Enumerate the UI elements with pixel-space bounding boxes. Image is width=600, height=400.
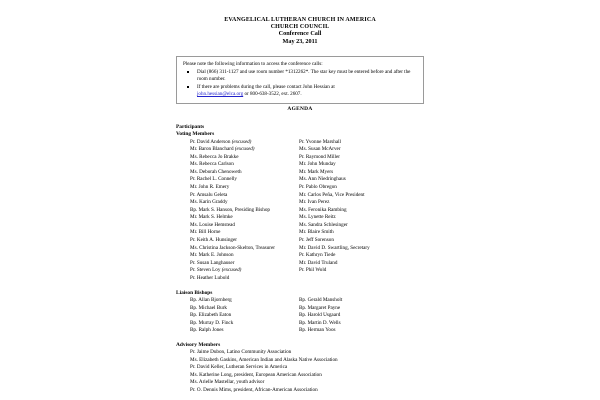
voting-members-columns	[176, 139, 506, 283]
advisory-member-name: Pr. Jaime Dubon, Latino Community Association	[190, 349, 292, 356]
document-body	[176, 124, 506, 395]
participant-name: Pr. Yvonne Marshall	[299, 138, 341, 145]
participant-name: Pr. Amsalu Geleta	[190, 191, 228, 198]
bishop-name: Bp. Herman Yoos	[299, 327, 336, 334]
notice-intro: Please note the following information to access the conference calls:	[183, 61, 323, 67]
bishop-name: Bp. Michael Burk	[190, 304, 227, 311]
square-bullet-icon	[187, 71, 189, 73]
participant-name: Pr. Pablo Obregon	[299, 184, 337, 190]
excused-marker: (excused)	[234, 146, 255, 153]
participant-name: Ms. Feronika Rambing	[299, 206, 347, 213]
participant-name: Mr. Mark S. Helmke	[190, 214, 233, 221]
participant-name: Ms. Susan McArver	[299, 146, 341, 153]
participant-name: Pr. Keith A. Hunsinger	[190, 237, 237, 244]
participant-name-text: Pr. David Anderson	[190, 138, 232, 145]
bishop-name: Bp. Margaret Payne	[299, 304, 341, 311]
participant-name: Pr. Raymond Miller	[299, 153, 340, 160]
notice-item-dial-text: Dial (866) 311-1127 and use room number *1312262*. The star key must be entered before and after the room number.	[197, 68, 411, 83]
participant-name: Pr. Kathryn Tiede	[299, 252, 336, 259]
participant-name: Mr. Mark Myers	[299, 168, 334, 175]
participant-name-text: Mr. Baron Blanchard	[190, 146, 235, 153]
participant-name: Pr. Phil Wold	[299, 267, 327, 274]
voting-members-heading: Voting Members	[176, 131, 215, 138]
participant-name: Ms. Rebecca Carlson	[190, 161, 234, 168]
advisory-member-name: Ms. Elizabeth Gaskins, American Indian and Alaska Native Association	[190, 356, 338, 363]
participant-name: Mr. Ivan Perez	[299, 199, 330, 206]
organization-name: EVANGELICAL LUTHERAN CHURCH IN AMERICA	[224, 17, 376, 23]
advisory-member-name: Ms. Katherine Long, president, European American Association	[190, 371, 322, 378]
participant-name: Ms. Lynette Reitz	[299, 214, 336, 221]
participant-name: Ms. Deborah Chenoweth	[190, 168, 242, 175]
document-header	[0, 0, 600, 45]
contact-email-link[interactable]: john.hessian@elca.org	[197, 91, 244, 98]
bishop-name: Bp. Harold Usgaard	[299, 312, 341, 319]
participant-name: Ms. Ann Niedringhaus	[299, 176, 346, 183]
square-bullet-icon	[187, 86, 189, 88]
advisory-members-heading: Advisory Members	[176, 342, 221, 349]
participant-name: Pr. Rachel L. Connelly	[190, 176, 237, 183]
participant-name: Mr. Bill Horne	[190, 229, 221, 236]
advisory-member-name: Ms. Arielle Mastellar, youth advisor	[190, 379, 265, 386]
notice-item-contact	[183, 84, 418, 98]
participant-name: Mr. John R. Emery	[190, 184, 230, 190]
notice-item-dial	[183, 69, 418, 83]
participant-name: Pr. Jeff Sorenson	[299, 237, 334, 244]
participant-name: Ms. Rebecca Jo Brakke	[190, 153, 239, 160]
bishop-name: Bp. Martin D. Wells	[299, 319, 341, 326]
liaison-bishops-right-column	[299, 297, 509, 335]
conference-access-notice	[176, 56, 424, 104]
advisory-member-name: Pr. O. Dennis Mims, president, African-American Association	[190, 386, 318, 393]
participant-name: Mr. David D. Swartling, Secretary	[299, 244, 370, 251]
voting-members-right-column	[299, 139, 509, 275]
advisory-member-name: Pr. David Keller, Lutheran Services in America	[190, 364, 288, 371]
bishop-name: Bp. Elizabeth Eaton	[190, 312, 232, 319]
bishop-name: Bp. Gerald Mansholt	[299, 297, 343, 304]
meeting-date: May 23, 2011	[282, 37, 318, 45]
excused-marker: (excused)	[221, 267, 242, 274]
bishop-name: Bp. Allan Bjornberg	[190, 297, 232, 304]
notice-item-contact-text: If there are problems during the call, please contact John Hessian at	[197, 83, 335, 90]
participant-name: Pr. Susan Langhauser	[190, 259, 235, 266]
notice-list	[183, 69, 418, 98]
meeting-type: Conference Call	[278, 30, 322, 38]
bishop-name: Bp. Ralph Jones	[190, 327, 224, 334]
liaison-bishops-columns	[176, 297, 506, 335]
participant-name: Bp. Mark S. Hanson, Presiding Bishop	[190, 206, 270, 213]
participant-name: Mr. Mark E. Johnson	[190, 252, 234, 259]
participant-name: Ms. Karin Graddy	[190, 199, 228, 206]
participant-name: Mr. David Truland	[299, 259, 338, 266]
participant-name: Mr. Carlos Peña, Vice President	[299, 191, 365, 198]
contact-phone-text: or 800-638-3522, ext. 2607.	[243, 91, 302, 98]
participants-heading: Participants	[176, 124, 205, 130]
participant-name: Mr. John Munday	[299, 161, 336, 168]
participant-name: Ms. Louise Hemstead	[190, 221, 235, 228]
participant-name: Mr. Blaire Smith	[299, 229, 334, 236]
liaison-bishops-heading: Liaison Bishops	[176, 289, 213, 296]
advisory-members-list	[176, 349, 506, 394]
participant-name: Ms. Christina Jackson-Skelton, Treasurer	[190, 244, 275, 251]
participant-name: Pr. Heather Lubold	[190, 274, 230, 281]
participant-name: Ms. Sandra Schlesinger	[299, 221, 348, 228]
bishop-name: Bp. Murray D. Finck	[190, 319, 234, 326]
council-name: CHURCH COUNCIL	[270, 23, 330, 30]
agenda-title: AGENDA	[287, 106, 313, 112]
excused-marker: (excused)	[231, 138, 252, 145]
participant-name-text: Pr. Steven Loy	[190, 267, 222, 274]
